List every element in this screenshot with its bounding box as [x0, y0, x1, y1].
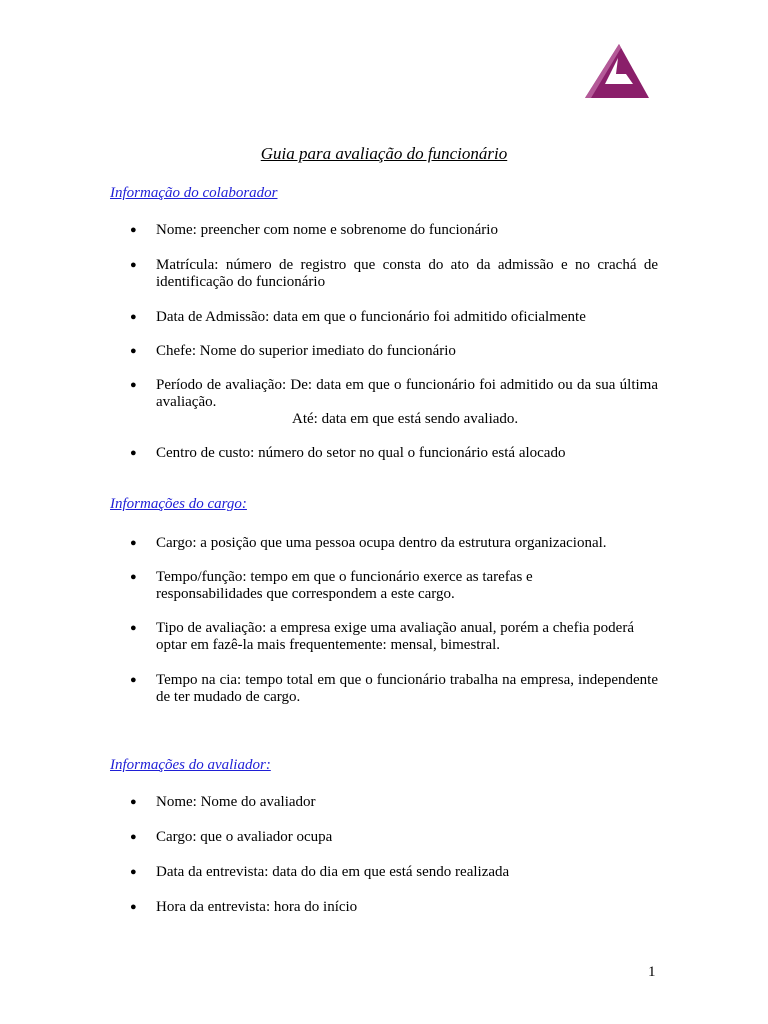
list-item: ● Matrícula: número de registro que consta do ato da admissão e no crachá de identificação do funcionário	[130, 257, 658, 290]
bullet-icon: ●	[130, 866, 137, 878]
section-heading-cargo: Informações do cargo:	[110, 496, 247, 512]
bullet-icon: ●	[130, 796, 137, 808]
item-continuation-ate: Até: data em que está sendo avaliado.	[292, 411, 519, 427]
list-item: ● Cargo: a posição que uma pessoa ocupa dentro da estrutura organizacional.	[130, 535, 607, 551]
list-item: ● Nome: preencher com nome e sobrenome do funcionário	[130, 222, 498, 238]
bullet-icon: ●	[130, 379, 137, 391]
section-heading-colaborador: Informação do colaborador	[110, 185, 278, 201]
triangle-logo-icon	[585, 44, 649, 98]
list-item: ● Tempo/função: tempo em que o funcionário exerce as tarefas e responsabilidades que correspondem a este cargo.	[130, 569, 533, 602]
bullet-icon: ●	[130, 571, 137, 583]
item-text-periodo: Período de avaliação: De: data em que o funcionário foi admitido ou da sua última avaliação.	[156, 377, 658, 410]
list-item: ● Data da entrevista: data do dia em que está sendo realizada	[130, 864, 510, 880]
bullet-icon: ●	[130, 622, 137, 634]
list-item: ● Centro de custo: número do setor no qual o funcionário está alocado	[130, 445, 566, 461]
list-item: ● Tempo na cia: tempo total em que o funcionário trabalha na empresa, independente de ter mudado de cargo.	[130, 672, 658, 705]
page-title: Guia para avaliação do funcionário	[260, 144, 508, 163]
bullet-icon: ●	[130, 901, 137, 913]
section-heading-avaliador: Informações do avaliador:	[110, 757, 271, 773]
list-item: ● Nome: Nome do avaliador	[130, 794, 316, 810]
bullet-icon: ●	[130, 674, 137, 686]
list-item: ● Hora da entrevista: hora do início	[130, 899, 358, 915]
bullet-icon: ●	[130, 224, 137, 236]
list-item: ● Tipo de avaliação: a empresa exige uma avaliação anual, porém a chefia poderá optar em fazê-la mais frequentemente: mensal, bimestral.	[130, 620, 634, 653]
bullet-icon: ●	[130, 537, 137, 549]
list-item	[130, 377, 658, 428]
bullet-icon: ●	[130, 311, 137, 323]
bullet-icon: ●	[130, 345, 137, 357]
list-item: ● Data de Admissão: data em que o funcionário foi admitido oficialmente	[130, 309, 586, 325]
list-item: ● Cargo: que o avaliador ocupa	[130, 829, 333, 845]
bullet-icon: ●	[130, 259, 137, 271]
bullet-icon: ●	[130, 447, 137, 459]
list-item: ● Chefe: Nome do superior imediato do funcionário	[130, 343, 456, 359]
page-number: 1	[648, 964, 656, 980]
bullet-icon: ●	[130, 831, 137, 843]
